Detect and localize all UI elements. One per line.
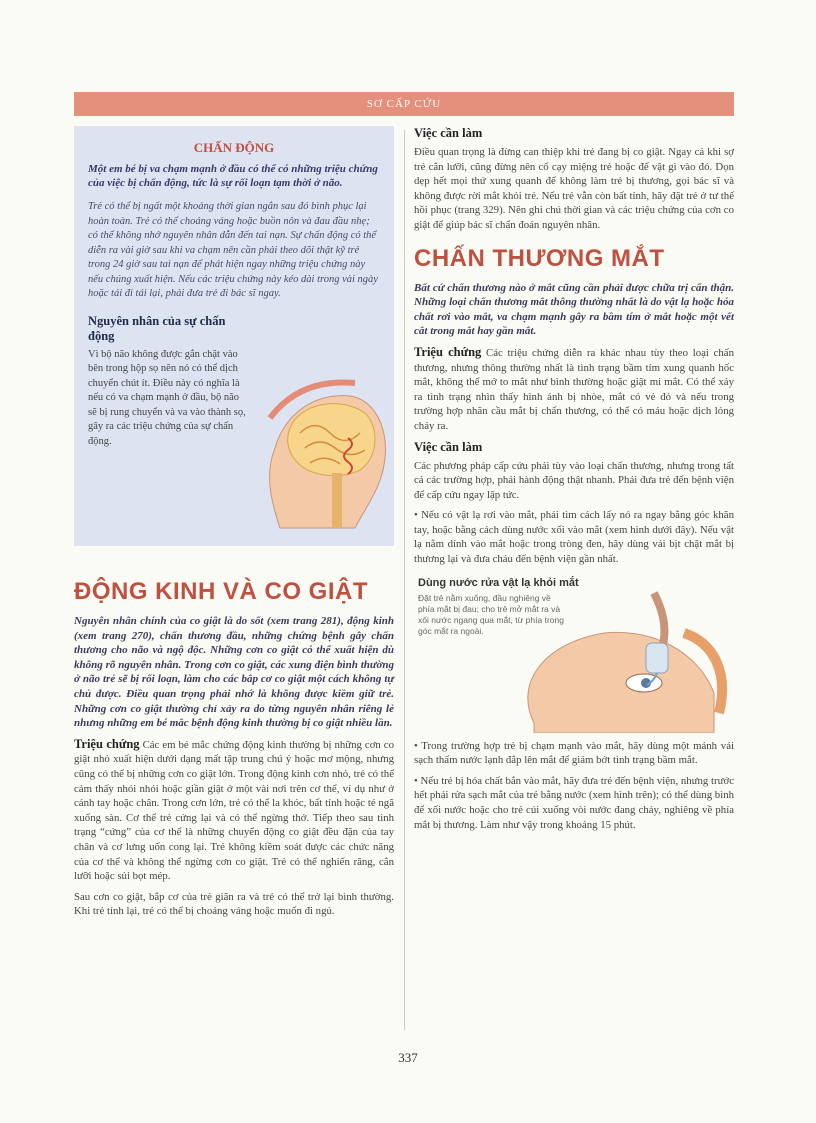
concussion-box — [74, 126, 394, 546]
eye-bullet-foreign-object: • Nếu có vật lạ rơi vào mắt, phải tìm cách lấy nó ra ngay bằng góc khăn tay, hoặc bằng cách dùng nước xối vào mắt (xem hình dưới đây). Nếu vật lạ nằm dính vào mắt hoặc trong tròng đen, hãy dùng vải bịt chặt mắt bị thương lại và đưa cháu đến bệnh viện gần nhất. — [414, 509, 734, 566]
section-title: SƠ CẤP CỨU — [366, 98, 442, 110]
eye-injury-title: CHẤN THƯƠNG MẮT — [414, 244, 665, 272]
brain-illustration — [260, 378, 390, 538]
right-column — [414, 126, 734, 838]
page-number: 337 — [398, 1050, 418, 1065]
epilepsy-symptoms — [74, 737, 394, 884]
eye-bullet-blow: • Trong trường hợp trẻ bị chạm mạnh vào mắt, hãy dùng một mảnh vải sạch thấm nước lạnh đắp lên mắt để giảm bớt tình trạng bầm mắt. — [414, 739, 734, 767]
concussion-lead: Một em bé bị va chạm mạnh ở đầu có thể có những triệu chứng của việc bị chấn động, tức là sự rối loạn tạm thời ở não. — [88, 163, 378, 189]
column-divider — [404, 130, 405, 1030]
eye-wash-figure — [414, 573, 734, 733]
epilepsy-column — [74, 566, 394, 925]
seizure-todo-text: Điều quan trọng là đừng can thiệp khi trẻ đang bị co giật. Ngay cả khi sợ trẻ cắn lưỡi, cũng đừng nên cố cạy miệng trẻ hoặc để vật gì vào đó. Dọn dẹp hết mọi thứ xung quanh để không làm trẻ bị thương, gọi bác sĩ và không được rời mắt khỏi trẻ. Nếu trẻ vẫn còn bất tỉnh, hãy đặt trẻ ở tư thế hồi phục (trang 329). Nên ghi chú thời gian và các triệu chứng của cơn co giật để giúp bác sĩ chẩn đoán nguyên nhân. — [414, 146, 734, 231]
eye-symptoms — [414, 345, 734, 434]
epilepsy-lead: Nguyên nhân chính của co giật là do sốt (xem trang 281), động kinh (xem trang 270), chấn thương đầu, những chứng bệnh gây chấn thương cho não và ngộ độc. Những cơn co giật có thể xuất hiện dù không rõ nguyên nhân. Trong cơn co giật, các xung điện bình thường ở não trẻ sẽ bị rối loạn, làm cho các bắp cơ co giật một cách không tự chủ được. Điều quan trọng phải nhớ là không được kiềm giữ trẻ. Những cơn co giật thường chỉ xảy ra do từng nguyên nhân riêng lẻ nhưng những em bé mắc bệnh động kinh thường bị co giật nhiều lần. — [74, 615, 394, 730]
epilepsy-symptoms-text: Các em bé mắc chứng động kinh thường bị những cơn co giật nhỏ xuất hiện dưới dạng mất tập trung chú ý hoặc mơ mộng, nhưng cũng có thể bị những cơn co giật lớn. Trong động kinh cơn nhỏ, trẻ có thể cảm thấy nhói nhói hoặc giần giật ở một vài nơi trên cơ thể, ví dụ như ở cánh tay hoặc chân. Trong cơn lớn, trẻ có thể la khóc, bất tỉnh hoặc té ngã xuống sàn. Cơ thể trẻ cứng lại và có thể ngừng thở. Tiếp theo sau tình trạng “cứng” của cơ thể là những chuyển động co giật đều đặn của tay chân và cơ lưng uốn cong lại. Trẻ không kiềm soát được các chức năng của cơ thể và không thể ngừng cơn co giật. Trẻ có thể nghiến răng, cắn lưỡi hoặc sủi bọt mép. — [74, 738, 394, 883]
eye-injury-lead: Bất cứ chấn thương nào ở mắt cũng cần phải được chữa trị cẩn thận. Những loại chấn thương mắt thông thường nhất là do vật lạ hoặc hóa chất rơi vào mắt, va chạm mạnh gây ra bầm tím ở mắt hoặc một vết cắt trong mắt hay gần mắt. — [414, 281, 734, 338]
eye-todo-title: Việc cần làm — [414, 439, 483, 454]
eye-todo-text: Các phương pháp cấp cứu phải tùy vào loại chấn thương, nhưng trong tất cả các trường hợp, phải hành động thật nhanh. Phải đưa trẻ đến bệnh viện để cấp cứu ngay lập tức. — [414, 459, 734, 501]
concussion-cause-title: Nguyên nhân của sự chấn động — [88, 313, 226, 343]
eye-bullet-chemical: • Nếu trẻ bị hóa chất bắn vào mắt, hãy đưa trẻ đến bệnh viện, nhưng trước hết phải rửa sạch mắt của trẻ bằng nước (xem hình trên); có thể dùng bình để xối nước hoặc cho trẻ cúi xuống vòi nước đang chảy, nghiêng về phía mắt bị thương. Làm như vậy trong khoảng 15 phút. — [414, 774, 734, 831]
epilepsy-after: Sau cơn co giật, bắp cơ của trẻ giãn ra và trẻ có thể trở lại bình thường. Khi trẻ tỉnh lại, trẻ có thể bị choáng váng hoặc muốn đi ngủ. — [74, 890, 394, 918]
concussion-body: Trẻ có thể bị ngất một khoảng thời gian ngắn sau đó bình phục lại hoàn toàn. Trẻ có thể choáng váng hoặc buồn nôn và đau đầu nhẹ; có thể không nhớ nguyên nhân dẫn đến tai nạn. Sự chấn động có thể diễn ra vài giờ sau khi va chạm nên cần phải theo dõi thật kỹ trẻ trong 24 giờ sau tai nạn để phát hiện ngay những triệu chứng này nếu chúng xuất hiện. Nếu các triệu chứng này kéo dài trong vài ngày hoặc tái đi tái lại, phải đưa trẻ đi bác sĩ ngay. — [88, 201, 378, 299]
eye-symptoms-text: Các triệu chứng diễn ra khác nhau tùy theo loại chấn thương, nhưng thông thường nhất là tình trạng bầm tím xung quanh hốc mắt, không thể mở to mắt như bình thường hoặc giật mi mắt. Có thể xảy ra tình trạng nhìn thấy hình ảnh bị nhòe, mắt có vẻ đỏ và nếu trong trường hợp nhãn cầu mắt bị chấn thương, có thể có máu hoặc dịch lỏng chảy ra. — [414, 346, 734, 432]
epilepsy-title: ĐỘNG KINH VÀ CO GIẬT — [74, 578, 369, 605]
concussion-title: CHẤN ĐỘNG — [193, 140, 275, 155]
eye-wash-figure-caption: Đặt trẻ nằm xuống, đầu nghiêng về phía mắt bị đau; cho trẻ mở mắt ra và xối nước ngang qua mắt, từ phía trong góc mắt ra ngoài. — [418, 592, 564, 636]
seizure-todo-title: Việc cần làm — [414, 126, 483, 140]
section-header — [74, 92, 734, 116]
eye-symptoms-label: Triệu chứng — [414, 344, 482, 359]
epilepsy-symptoms-label: Triệu chứng — [74, 736, 140, 751]
concussion-cause-text: Vì bộ não không được gắn chặt vào bên trong hộp sọ nên nó có thể dịch chuyển chút ít. Điều này có nghĩa là nếu có va chạm mạnh ở đầu, bộ não sẽ bị rung chuyển và va vào thành sọ, gây ra các triệu chứng của sự chấn động. — [88, 348, 246, 447]
eye-wash-figure-title: Dùng nước rửa vật lạ khỏi mắt — [418, 576, 579, 589]
